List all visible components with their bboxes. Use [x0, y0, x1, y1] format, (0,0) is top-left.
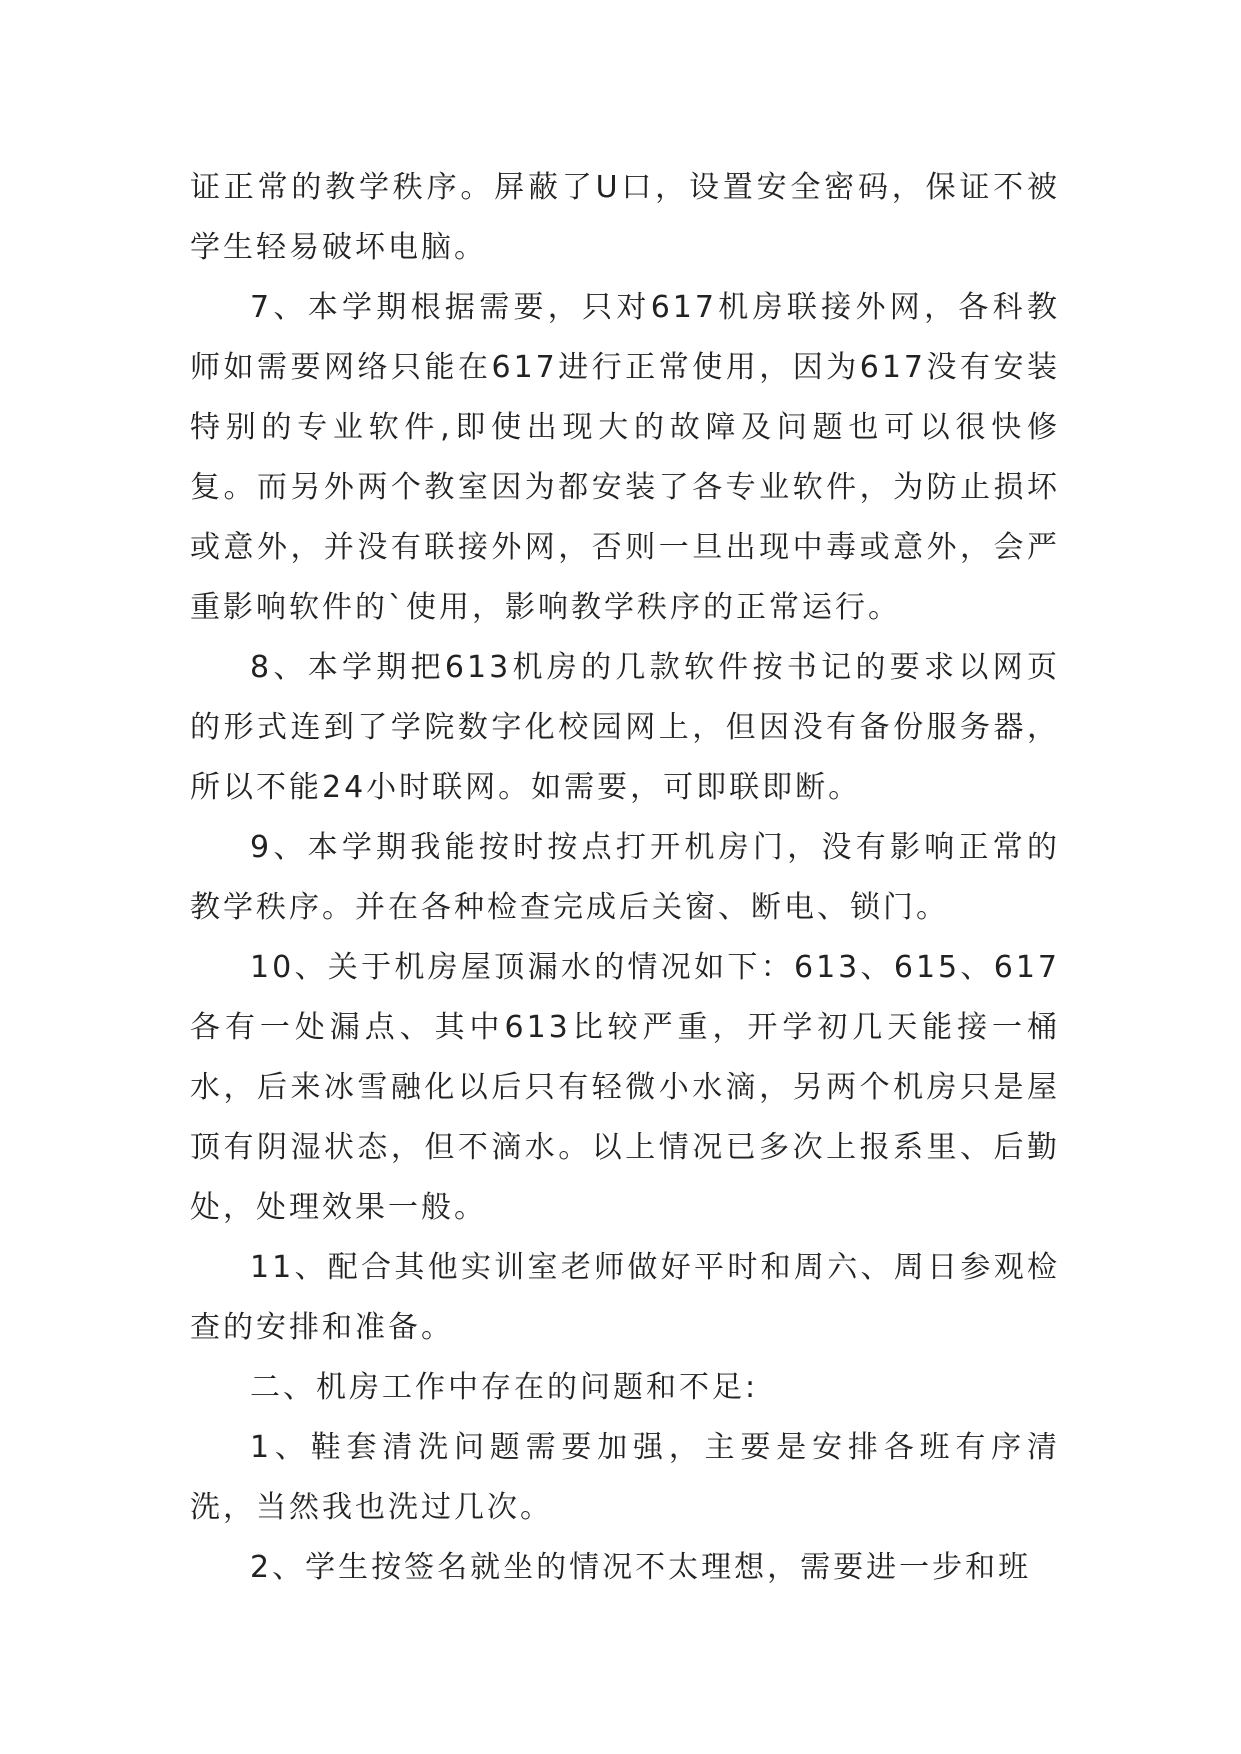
paragraph-item-7: 7、本学期根据需要，只对617机房联接外网，各科教师如需要网络只能在617进行正常使用，因为617没有安装特别的专业软件,即使出现大的故障及问题也可以很快修复。而另外两个教室因为都安装了各专业软件，为防止损坏或意外，并没有联接外网，否则一旦出现中毒或意外，会严重影响软件的`使用，影响教学秩序的正常运行。 [190, 290, 1060, 625]
paragraph-item-8: 8、本学期把613机房的几款软件按书记的要求以网页的形式连到了学院数字化校园网上，但因没有备份服务器，所以不能24小时联网。如需要，可即联即断。 [190, 650, 1060, 805]
document-body [190, 158, 1060, 1598]
paragraph-item-9: 9、本学期我能按时按点打开机房门，没有影响正常的教学秩序。并在各种检查完成后关窗、断电、锁门。 [190, 830, 1060, 925]
paragraph-item-11: 11、配合其他实训室老师做好平时和周六、周日参观检查的安排和准备。 [190, 1250, 1060, 1345]
section-heading-problems: 二、机房工作中存在的问题和不足: [250, 1370, 759, 1405]
paragraph-continued: 证正常的教学秩序。屏蔽了U口，设置安全密码，保证不被学生轻易破坏电脑。 [190, 170, 1060, 265]
paragraph-problem-2: 2、学生按签名就坐的情况不太理想，需要进一步和班 [250, 1550, 1032, 1585]
paragraph-problem-1: 1、鞋套清洗问题需要加强，主要是安排各班有序清洗，当然我也洗过几次。 [190, 1430, 1060, 1525]
paragraph-item-10: 10、关于机房屋顶漏水的情况如下：613、615、617各有一处漏点、其中613比较严重，开学初几天能接一桶水，后来冰雪融化以后只有轻微小水滴，另两个机房只是屋顶有阴湿状态，但不滴水。以上情况已多次上报系里、后勤处，处理效果一般。 [190, 950, 1060, 1225]
